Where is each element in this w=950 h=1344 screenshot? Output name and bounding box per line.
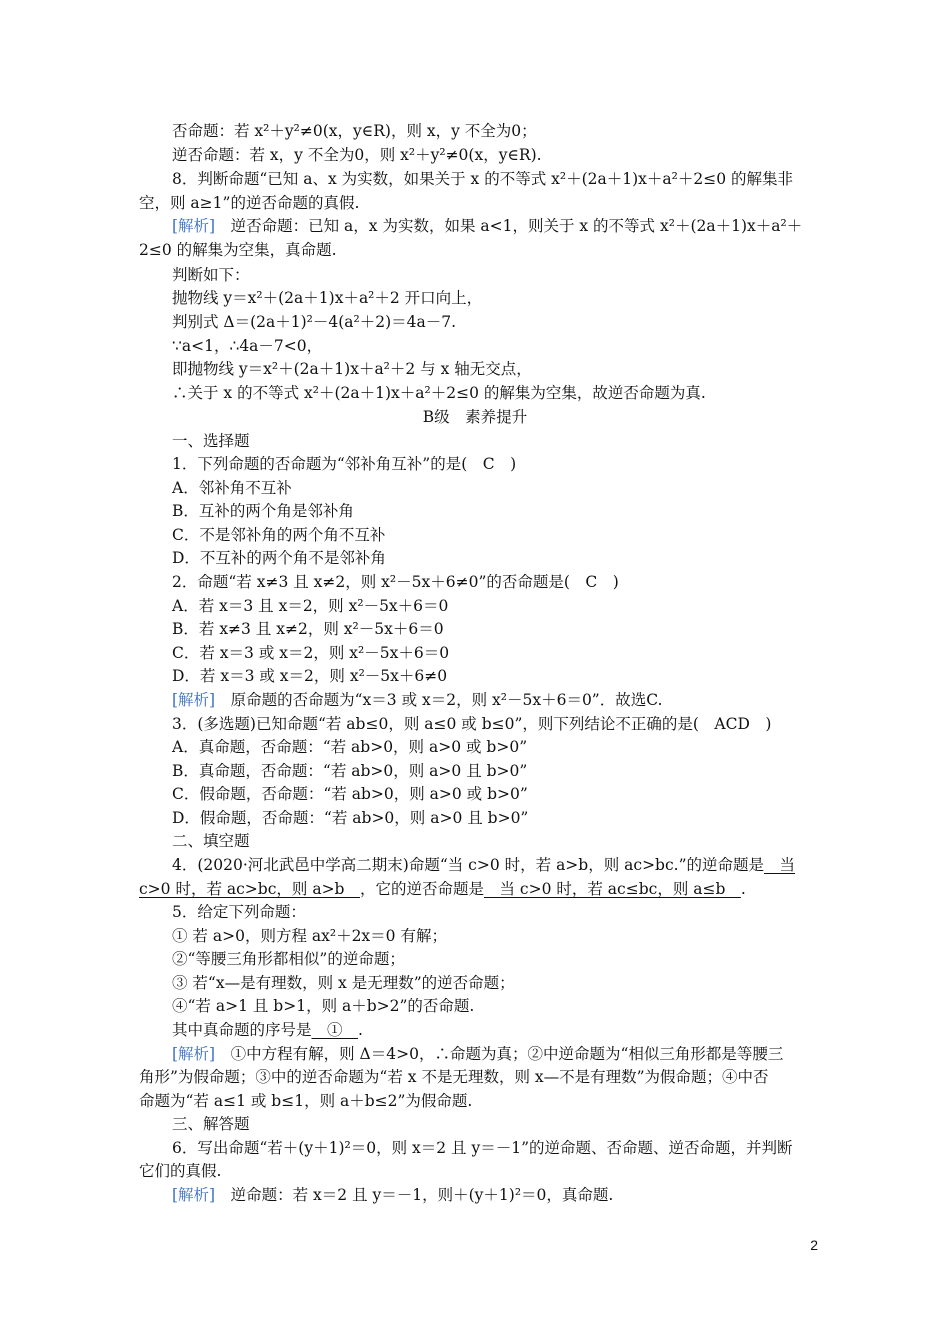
answer-blank: 当 c>0 时，若 ac≤bc，则 a≤b — [484, 880, 741, 898]
text-line: 逆否命题：若 x，y 不全为0，则 x²＋y²≠0(x，y∈R). — [172, 146, 542, 164]
option-b: B．真命题，否命题：“若 ab>0，则 a>0 且 b>0” — [172, 762, 528, 780]
list-item: ① 若 a>0，则方程 ax²＋2x＝0 有解； — [172, 927, 447, 945]
option-c: C．若 x＝3 或 x＝2，则 x²－5x＋6＝0 — [172, 644, 450, 662]
option-c: C．假命题，否命题：“若 ab>0，则 a>0 或 b>0” — [172, 785, 528, 803]
question-text: ，它的逆否命题是 — [359, 880, 484, 898]
text-line: 判断如下： — [172, 266, 250, 284]
text-line: 即抛物线 y＝x²＋(2a＋1)x＋a²＋2 与 x 轴无交点， — [172, 360, 532, 378]
text-line: ∵a<1，∴4a－7<0， — [172, 337, 323, 355]
text-line: 2≤0 的解集为空集，真命题. — [139, 241, 337, 259]
option-a: A．真命题，否命题：“若 ab>0，则 a>0 或 b>0” — [172, 738, 528, 756]
page-number: 2 — [810, 1237, 818, 1253]
analysis-tag: [解析] — [172, 691, 216, 709]
question-3: 3．(多选题)已知命题“若 ab≤0，则 a≤0 或 b≤0”，则下列结论不正确的是( ACD ) — [172, 715, 772, 733]
analysis-text: 逆否命题：已知 a，x 为实数，如果 a<1，则关于 x 的不等式 x²＋(2a＋1)x＋a²＋ — [215, 217, 803, 235]
list-item: ④“若 a>1 且 b>1，则 a＋b>2”的否命题. — [172, 997, 475, 1015]
text-line: 判别式 Δ＝(2a＋1)²－4(a²＋2)＝4a－7. — [172, 313, 457, 331]
question-text: . — [740, 880, 746, 898]
question-4-cont — [139, 878, 746, 900]
option-b: B．互补的两个角是邻补角 — [172, 502, 354, 520]
analysis-line — [172, 215, 802, 237]
analysis-line — [172, 1043, 783, 1065]
subsection-heading: 一、选择题 — [172, 432, 250, 450]
option-b: B．若 x≠3 且 x≠2，则 x²－5x＋6＝0 — [172, 620, 444, 638]
option-d: D．假命题，否命题：“若 ab>0，则 a>0 且 b>0” — [172, 809, 529, 827]
question-8: 8．判断命题“已知 a、x 为实数，如果关于 x 的不等式 x²＋(2a＋1)x＋a²＋2≤0 的解集非 — [172, 170, 793, 188]
analysis-text: ①中方程有解，则 Δ＝4>0，∴命题为真；②中逆命题为“相似三角形都是等腰三 — [215, 1045, 784, 1063]
answer-line — [172, 1019, 363, 1041]
analysis-tag: [解析] — [172, 1186, 216, 1204]
text-line: 命题为“若 a≤1 或 b≤1，则 a＋b≤2”为假命题. — [139, 1092, 473, 1110]
answer-blank: ① — [311, 1021, 359, 1039]
option-a: A．若 x＝3 且 x＝2，则 x²－5x＋6＝0 — [172, 597, 449, 615]
question-text: 其中真命题的序号是 — [172, 1021, 312, 1039]
option-d: D．不互补的两个角不是邻补角 — [172, 549, 386, 567]
question-4 — [172, 854, 795, 876]
option-d: D．若 x＝3 或 x＝2，则 x²－5x＋6≠0 — [172, 667, 448, 685]
text-line: 它们的真假. — [139, 1162, 222, 1180]
list-item: ③ 若“x—是有理数，则 x 是无理数”的逆否命题； — [172, 974, 515, 992]
section-heading: B级 素养提升 — [422, 408, 528, 426]
text-line: 空，则 a≥1”的逆否命题的真假. — [139, 194, 360, 212]
option-a: A．邻补角不互补 — [172, 479, 292, 497]
text-line: 否命题：若 x²＋y²≠0(x，y∈R)，则 x，y 不全为0； — [172, 122, 537, 140]
question-text: 4．(2020·河北武邑中学高二期末)命题“当 c>0 时，若 a>b，则 ac>bc.”的逆命题是 — [172, 856, 765, 874]
answer-blank: 当 — [764, 856, 796, 874]
question-6: 6．写出命题“若＋(y＋1)²＝0，则 x＝2 且 y＝－1”的逆命题、否命题、逆否命题，并判断 — [172, 1139, 793, 1157]
analysis-text: 原命题的否命题为“x＝3 或 x＝2，则 x²－5x＋6＝0”．故选C. — [215, 691, 663, 709]
text-line: ∴关于 x 的不等式 x²＋(2a＋1)x＋a²＋2≤0 的解集为空集，故逆否命题为真. — [172, 384, 706, 402]
subsection-heading: 三、解答题 — [172, 1115, 250, 1133]
question-2: 2．命题“若 x≠3 且 x≠2，则 x²－5x＋6≠0”的否命题是( C ) — [172, 573, 619, 591]
analysis-line — [172, 689, 662, 711]
question-5: 5．给定下列命题： — [172, 903, 306, 921]
text-line: 角形”为假命题；③中的逆否命题为“若 x 不是无理数，则 x—不是有理数”为假命题；④中否 — [139, 1068, 769, 1086]
analysis-tag: [解析] — [172, 1045, 216, 1063]
analysis-text: 逆命题：若 x＝2 且 y＝－1，则＋(y＋1)²＝0，真命题. — [215, 1186, 614, 1204]
option-c: C．不是邻补角的两个角不互补 — [172, 526, 386, 544]
answer-blank: c>0 时，若 ac>bc，则 a>b — [139, 880, 360, 898]
question-1: 1．下列命题的否命题为“邻补角互补”的是( C ) — [172, 455, 517, 473]
analysis-line — [172, 1184, 613, 1206]
list-item: ②“等腰三角形都相似”的逆命题； — [172, 950, 405, 968]
text-line: 抛物线 y＝x²＋(2a＋1)x＋a²＋2 开口向上， — [172, 289, 483, 307]
subsection-heading: 二、填空题 — [172, 832, 250, 850]
question-text: . — [358, 1021, 363, 1039]
analysis-tag: [解析] — [172, 217, 216, 235]
